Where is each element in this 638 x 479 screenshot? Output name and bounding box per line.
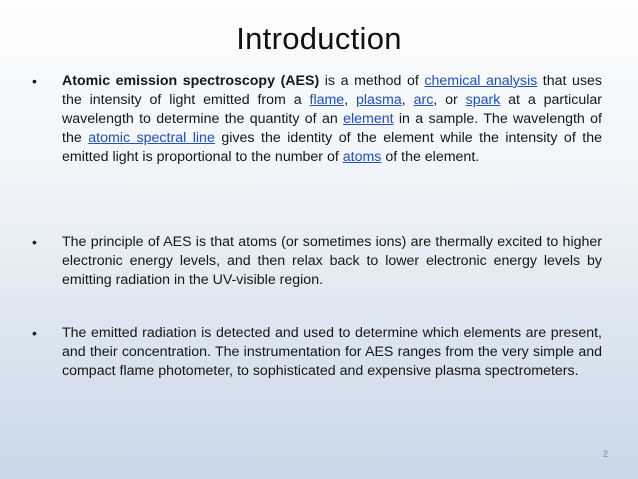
bullet-text: of the element. (381, 149, 480, 165)
bullet-text: , (344, 92, 357, 108)
slide-title: Introduction (236, 21, 402, 56)
link-plasma[interactable]: plasma (356, 92, 402, 108)
bullet-text: , or (433, 92, 466, 108)
link-flame[interactable]: flame (309, 92, 345, 108)
bullet-text: gives the identity of the element while the intensity of the emitted light is proportional to the number of (62, 130, 603, 165)
bullet-text: , (401, 92, 414, 108)
bullet-marker: • (32, 73, 37, 89)
link-element[interactable]: element (343, 111, 394, 127)
link-atomic-spectral-line[interactable]: atomic spectral line (88, 130, 215, 146)
bullet-text: The principle of AES is that atoms (or sometimes ions) are thermally excited to higher electronic energy levels, and then relax back to lower electronic energy levels by emitting radiation in the UV-visible region. (62, 234, 602, 288)
bullet-aes-instrumentation (32, 324, 602, 381)
bullet-text: The emitted radiation is detected and used to determine which elements are present, and their concentration. The instrumentation for AES ranges from the very simple and compact flame photometer, to sophisticated and expensive plasma spectrometers. (62, 325, 602, 379)
bullet-aes-principle (32, 233, 602, 290)
link-arc[interactable]: arc (413, 92, 434, 108)
page-number: 2 (602, 449, 608, 459)
bullet-marker: • (32, 234, 37, 250)
link-atoms[interactable]: atoms (342, 149, 382, 165)
bullet-aes-definition (32, 72, 603, 167)
bullet-text: in a sample. The wavelength of the (62, 111, 602, 146)
bullet-marker: • (32, 325, 37, 341)
bullet-text: is a method of (319, 73, 425, 89)
link-spark[interactable]: spark (465, 92, 501, 108)
link-chemical-analysis[interactable]: chemical analysis (424, 73, 538, 89)
aes-term: Atomic emission spectroscopy (AES) (62, 73, 320, 89)
bullet-text: that uses the intensity of light emitted from a (62, 73, 603, 108)
bullet-text: at a particular wavelength to determine the quantity of an (62, 92, 602, 127)
